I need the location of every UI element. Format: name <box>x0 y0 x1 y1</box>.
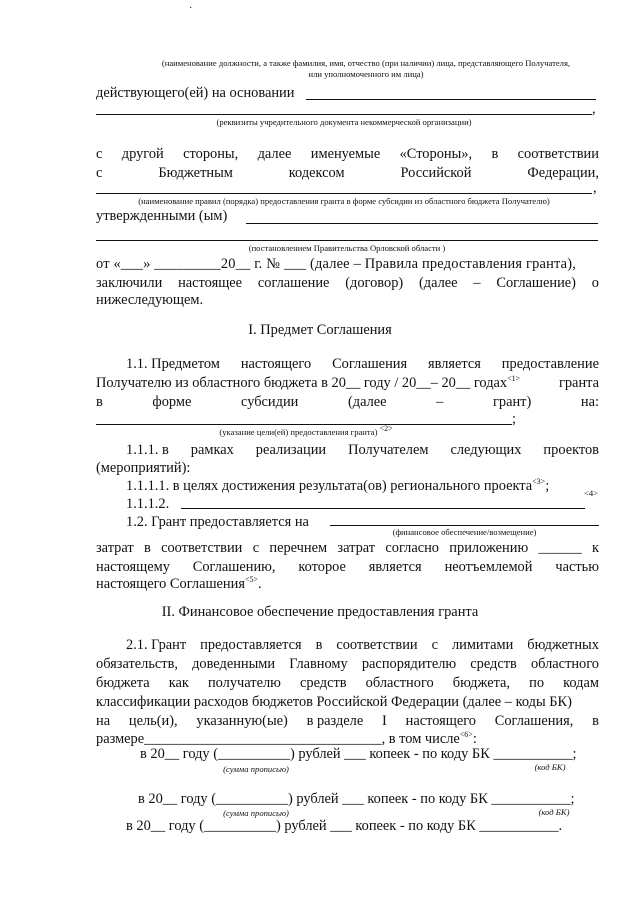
clause-2-1-line3: бюджета как получателю средств областного бюджета, по кодам <box>96 675 599 691</box>
budget-code-line: с Бюджетным кодексом Российской Федерации, <box>96 165 599 181</box>
approved-fill-line[interactable] <box>246 223 598 224</box>
payment-row-3[interactable]: в 20__ году (__________) рублей ___ копеек - по коду БК ___________. <box>126 818 563 834</box>
rules-comma: , <box>593 180 597 196</box>
caption-charter: (реквизиты учредительного документа некоммерческой организации) <box>216 117 472 127</box>
annex-line: настоящему Соглашению, которое является неотъемлемой частью <box>96 559 599 575</box>
section-2-title: II. Финансовое обеспечение предоставления гранта <box>161 604 479 620</box>
acting-basis-label: действующего(ей) на основании <box>96 85 295 101</box>
scan-speck: · <box>189 3 193 14</box>
rules-fill-line[interactable] <box>96 193 592 194</box>
resolution-fill-line[interactable] <box>96 240 598 241</box>
caption-rules: (наименование правил (порядка) предоставления гранта в форме субсидии из областного бюджета Получателю) <box>138 196 550 206</box>
caption-kbk-1: (код БК) <box>534 762 566 772</box>
clause-1-1-1-2-label: 1.1.1.2. <box>126 496 170 512</box>
goal-semicolon: ; <box>512 411 516 427</box>
caption-representative-line1: (наименование должности, а также фамилия, имя, отчество (при наличии) лица, представляющего Получателя, <box>161 58 571 68</box>
clause-2-1-line2: обязательств, доведенными Главному распорядителю средств областного <box>96 656 599 672</box>
date-line: от «___» _________20__ г. № ___ (далее – Правила предоставления гранта), <box>96 256 577 272</box>
charter-comma: , <box>592 101 596 117</box>
events-line: (мероприятий): <box>96 460 191 476</box>
caption-finance: (финансовое обеспечение/возмещение) <box>392 527 537 537</box>
costs-line: затрат в соответствии с перечнем затрат согласно приложению ______ к <box>96 540 599 556</box>
clause-1-1-1-1: 1.1.1.1. в целях достижения результата(ов) регионального проекта$^{<3>}$; <box>126 477 550 494</box>
caption-kbk-2: (код БК) <box>538 807 570 817</box>
caption-goal: (указание цели(ей) предоставления гранта) $^{<2>}$ <box>219 424 393 437</box>
clause-1-1-line2: Получателю из областного бюджета в 20__ году / 20__– 20__ годах$^{<1>}$ гранта <box>96 374 599 391</box>
this-agreement-line: настоящего Соглашения$^{<5>}$. <box>96 575 262 592</box>
caption-resolution: (постановлением Правительства Орловской области ) <box>248 243 446 253</box>
payment-row-2[interactable]: в 20__ году (__________) рублей ___ копеек - по коду БК ___________; <box>138 791 575 807</box>
clause-2-1-line5: на цель(и), указанную(ые) в разделе I настоящего Соглашения, в <box>96 713 599 729</box>
clause-1-1-1-line1: 1.1.1. в рамках реализации Получателем следующих проектов <box>126 442 599 458</box>
project-fill-line[interactable] <box>181 508 585 509</box>
clause-1-1-line1: 1.1. Предметом настоящего Соглашения является предоставление <box>126 356 599 372</box>
charter-fill-line[interactable] <box>96 114 592 115</box>
other-side-line: с другой стороны, далее именуемые «Стороны», в соответствии <box>96 146 599 162</box>
payment-row-1[interactable]: в 20__ году (__________) рублей ___ копеек - по коду БК ___________; <box>140 746 577 762</box>
clause-2-1-line1: 2.1. Грант предоставляется в соответствии с лимитами бюджетных <box>126 637 599 653</box>
following-line: нижеследующем. <box>96 292 204 308</box>
section-1-title: I. Предмет Соглашения <box>248 322 392 338</box>
basis-fill-line[interactable] <box>306 99 596 100</box>
footnote-4: <4> <box>584 488 598 498</box>
clause-2-1-line4: классификации расходов бюджетов Российской Федерации (далее – коды БК) <box>96 694 572 710</box>
approved-label: утвержденными (ым) <box>96 208 228 224</box>
caption-sum-2: (сумма прописью) <box>223 808 289 818</box>
clause-2-1-line6: размере_________________________________, в том числе$^{<6>}$: <box>96 730 477 747</box>
goal-fill-line[interactable] <box>96 424 512 425</box>
clause-1-2-label: 1.2. Грант предоставляется на <box>126 514 309 530</box>
concluded-line: заключили настоящее соглашение (договор) (далее – Соглашение) о <box>96 275 599 291</box>
finance-fill-line[interactable] <box>330 525 599 526</box>
clause-1-1-line3: в форме субсидии (далее – грант) на: <box>96 394 599 410</box>
caption-sum-1: (сумма прописью) <box>223 764 289 774</box>
caption-representative-line2: или уполномоченного им лица) <box>308 69 424 79</box>
